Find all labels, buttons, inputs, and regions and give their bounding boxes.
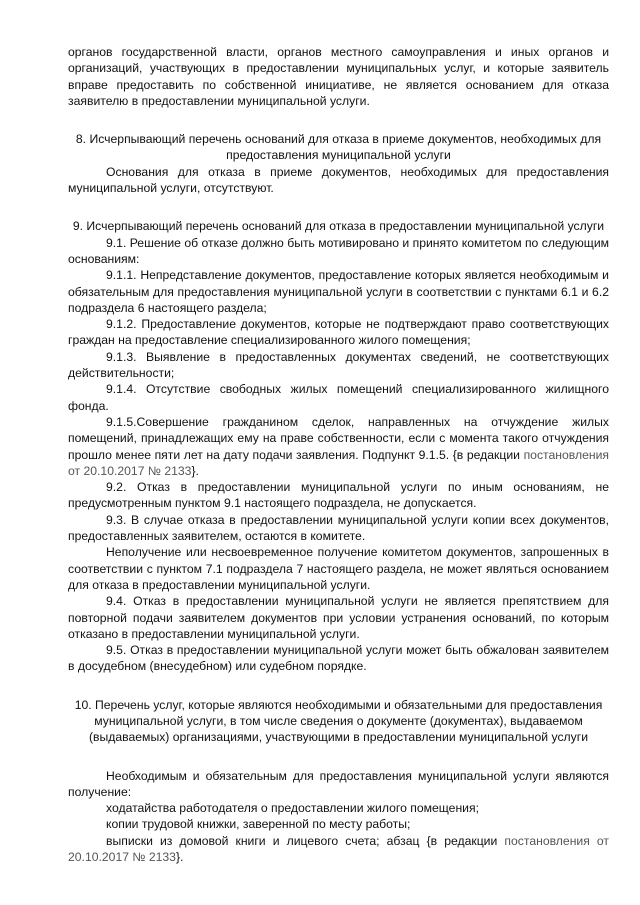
list-item-text: выписки из домовой книги и лицевого счета; абзац {в редакции [106, 833, 498, 848]
section-8-paragraph: Основания для отказа в приеме документов, необходимых для предоставления муниципальной услуги, отсутствуют. [68, 164, 609, 196]
clause-9-1-4: 9.1.4. Отсутствие свободных жилых помещений специализированного жилищного фонда. [68, 382, 609, 413]
clause-9-3-note: Неполучение или несвоевременное получение комитетом документов, запрошенных в соответствии с пунктом 7.1 подраздела 7 настоящего раздела, не может являться основанием для отказа в предоставлении муниципальной услуги. [68, 545, 609, 592]
clause-9-4: 9.4. Отказ в предоставлении муниципальной услуги не является препятствием для повторной подачи заявителем документов при условии устранения оснований, по которым отказано в предоставлении муниципальной услуги. [68, 594, 609, 641]
list-item: ходатайства работодателя о предоставлении жилого помещения; [106, 801, 479, 816]
clause-9-1: 9.1. Решение об отказе должно быть мотивировано и принято комитетом по следующим основаниям: [68, 235, 609, 266]
amendment-link[interactable]: постановления от 20.10.2017 № 2133 [68, 447, 609, 478]
amendment-link[interactable]: постановления от 20.10.2017 № 2133 [68, 833, 610, 865]
section-10-paragraph: Необходимым и обязательным для предоставления муниципальной услуги являются получение: [68, 768, 609, 799]
section-9-heading: 9. Исчерпывающий перечень оснований для отказа в предоставлении муниципальной услуги [72, 219, 605, 234]
clause-9-1-5 [68, 414, 609, 479]
clause-9-1-1: 9.1.1. Непредставление документов, предоставление которых является необходимым и обязательным для предоставления муниципальной услуги в соответствии с пунктами 6.1 и 6.2 подраздела 6 настоящего раздела; [68, 268, 609, 315]
paragraph-continuation: органов государственной власти, органов местного самоуправления и иных органов и организаций, участвующих в предоставлении муниципальных услуг, и которые заявитель вправе предоставить по собственной инициативе, не является основанием для отказа заявителю в предоставлении муниципальной услуги. [68, 45, 609, 108]
clause-9-1-3: 9.1.3. Выявление в предоставленных документах сведений, не соответствующих действительности; [68, 349, 609, 381]
clause-9-1-5-end: }. [191, 463, 199, 478]
clause-9-1-2: 9.1.2. Предоставление документов, которые не подтверждают право соответствующих граждан на предоставление специализированного жилого помещения; [68, 317, 609, 348]
clause-9-5: 9.5. Отказ в предоставлении муниципальной услуги может быть обжалован заявителем в досудебном (внесудебном) или судебном порядке. [68, 643, 609, 674]
list-item-end: }. [175, 850, 184, 865]
section-10-heading: 10. Перечень услуг, которые являются необходимыми и обязательными для предоставления муниципальной услуги, в том числе сведения о документе (документах), выдаваемом (выдаваемых) организациями, участвующими в предоставлении муниципальной услуги [74, 697, 603, 745]
clause-9-1-5-text: 9.1.5.Совершение гражданином сделок, направленных на отчуждение жилых помещений, принадлежащих ему на праве собственности, если с момента такого отчуждения прошло менее пяти лет на дату подачи заявления. Подпункт 9.1.5. {в редакции [68, 414, 609, 462]
list-item-with-amendment [68, 833, 609, 866]
section-8-heading: 8. Исчерпывающий перечень оснований для отказа в приеме документов, необходимых для предоставления муниципальной услуги [75, 132, 602, 163]
list-item: копии трудовой книжки, заверенной по месту работы; [106, 817, 411, 832]
clause-9-3: 9.3. В случае отказа в предоставлении муниципальной услуги копии всех документов, предоставленных заявителем, остаются в комитете. [68, 512, 609, 544]
clause-9-2: 9.2. Отказ в предоставлении муниципальной услуги по иным основаниям, не предусмотренным пунктом 9.1 настоящего подраздела, не допускается. [68, 480, 609, 511]
